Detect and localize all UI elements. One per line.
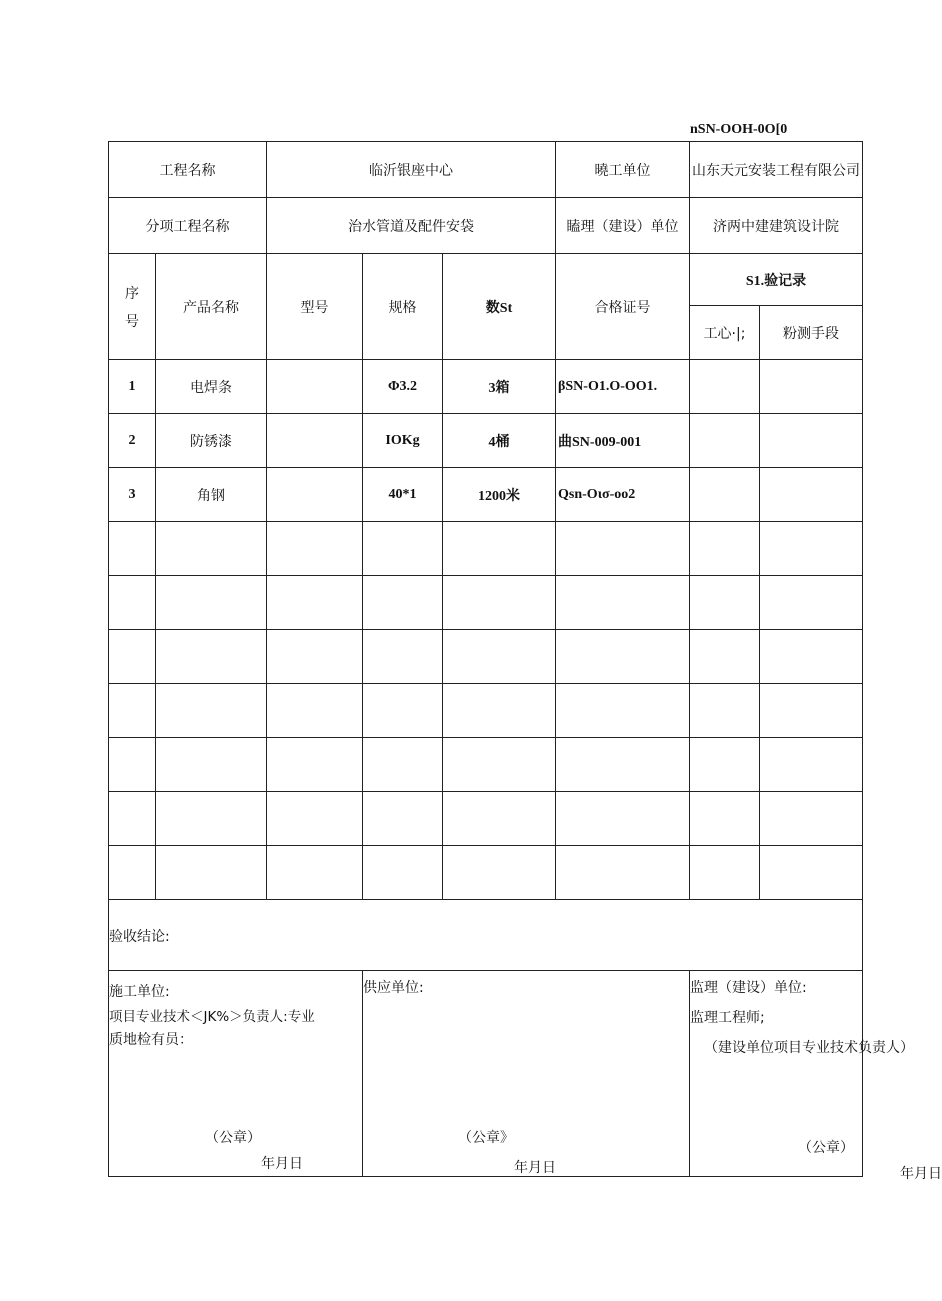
supplier-date: 年月日 bbox=[514, 1160, 556, 1176]
construction-unit-label: 曉工单位 bbox=[556, 142, 690, 198]
seq-header bbox=[109, 254, 156, 360]
supervision-tech-lead: （建设单位项目专业技术负责人） bbox=[704, 1040, 915, 1056]
supervision-engineer: 监理工程师; bbox=[690, 1010, 765, 1026]
table-row bbox=[109, 468, 863, 522]
signoff-row bbox=[109, 971, 863, 1177]
row-certificate: βSN-O1.O-OO1. bbox=[556, 360, 690, 414]
row-seq: 1 bbox=[109, 360, 156, 414]
row-spec: 40*1 bbox=[363, 468, 443, 522]
empty-row bbox=[109, 684, 863, 738]
row-appearance bbox=[690, 468, 760, 522]
row-appearance bbox=[690, 360, 760, 414]
supervision-unit-title: 监理（建设）单位: bbox=[690, 980, 807, 996]
model-header: 型号 bbox=[267, 254, 363, 360]
column-header-row-1 bbox=[109, 254, 863, 306]
conclusion-row bbox=[109, 900, 863, 971]
row-product-name: 角钢 bbox=[156, 468, 267, 522]
supervision-unit-label: 瞌理（建设）单位 bbox=[556, 198, 690, 254]
empty-row bbox=[109, 522, 863, 576]
construction-seal: （公章） bbox=[205, 1130, 261, 1146]
material-inspection-table bbox=[108, 141, 942, 1182]
row-test-method bbox=[760, 414, 863, 468]
empty-row bbox=[109, 738, 863, 792]
table-row bbox=[109, 360, 863, 414]
sub-project-label: 分项工程名称 bbox=[109, 198, 267, 254]
row-product-name: 电焊条 bbox=[156, 360, 267, 414]
row-seq: 3 bbox=[109, 468, 156, 522]
supplier-unit-title: 供应单位: bbox=[363, 980, 424, 996]
row-model bbox=[267, 414, 363, 468]
seq-header-line2: 号 bbox=[125, 313, 139, 330]
sub-project-value: 治水管道及配件安袋 bbox=[267, 198, 556, 254]
row-spec: Φ3.2 bbox=[363, 360, 443, 414]
construction-unit-title: 施工单位: bbox=[109, 984, 170, 1000]
certificate-header: 合格证号 bbox=[556, 254, 690, 360]
supervision-unit-value: 济两中建建筑设计院 bbox=[690, 198, 863, 254]
row-quantity: 3箱 bbox=[443, 360, 556, 414]
row-certificate: Qsn-Oισ-oo2 bbox=[556, 468, 690, 522]
construction-inspector: 质地检有员： bbox=[109, 1032, 193, 1048]
row-model bbox=[267, 468, 363, 522]
test-method-header: 粉测手段 bbox=[760, 306, 863, 360]
supervision-date: 年月日 bbox=[900, 1166, 942, 1182]
inspection-record-header: S1.验记录 bbox=[690, 254, 863, 306]
row-appearance bbox=[690, 414, 760, 468]
header-row-project bbox=[109, 142, 863, 198]
construction-date: 年月日 bbox=[261, 1156, 303, 1172]
row-model bbox=[267, 360, 363, 414]
empty-row bbox=[109, 630, 863, 684]
row-certificate: 曲SN-009-001 bbox=[556, 414, 690, 468]
row-seq: 2 bbox=[109, 414, 156, 468]
supervision-seal: （公章） bbox=[798, 1140, 855, 1156]
empty-row bbox=[109, 792, 863, 846]
seq-header-line1: 序 bbox=[125, 285, 139, 302]
project-name-value: 临沂银座中心 bbox=[267, 142, 556, 198]
supplier-seal: （公章》 bbox=[458, 1130, 514, 1146]
header-row-subproject bbox=[109, 198, 863, 254]
spec-header: 规格 bbox=[363, 254, 443, 360]
empty-row bbox=[109, 576, 863, 630]
supervision-signoff bbox=[690, 971, 942, 1182]
supplier-signoff bbox=[363, 971, 690, 1177]
row-quantity: 1200米 bbox=[443, 468, 556, 522]
quantity-header: 数St bbox=[443, 254, 556, 360]
appearance-header: 工心·|; bbox=[690, 306, 760, 360]
row-quantity: 4桶 bbox=[443, 414, 556, 468]
project-name-label: 工程名称 bbox=[109, 142, 267, 198]
row-product-name: 防锈漆 bbox=[156, 414, 267, 468]
construction-signoff bbox=[109, 971, 363, 1177]
row-test-method bbox=[760, 360, 863, 414]
row-spec: IOKg bbox=[363, 414, 443, 468]
form-code: nSN-OOH-0O[0 bbox=[690, 122, 788, 137]
conclusion-label: 验收结论: bbox=[109, 900, 863, 971]
empty-row bbox=[109, 846, 863, 900]
product-name-header: 产品名称 bbox=[156, 254, 267, 360]
row-test-method bbox=[760, 468, 863, 522]
table-row bbox=[109, 414, 863, 468]
construction-tech-lead: 项目专业技术＜JK%＞负责人:专业 bbox=[109, 1009, 315, 1025]
construction-unit-value: 山东天元安装工程有限公司 bbox=[690, 142, 863, 198]
